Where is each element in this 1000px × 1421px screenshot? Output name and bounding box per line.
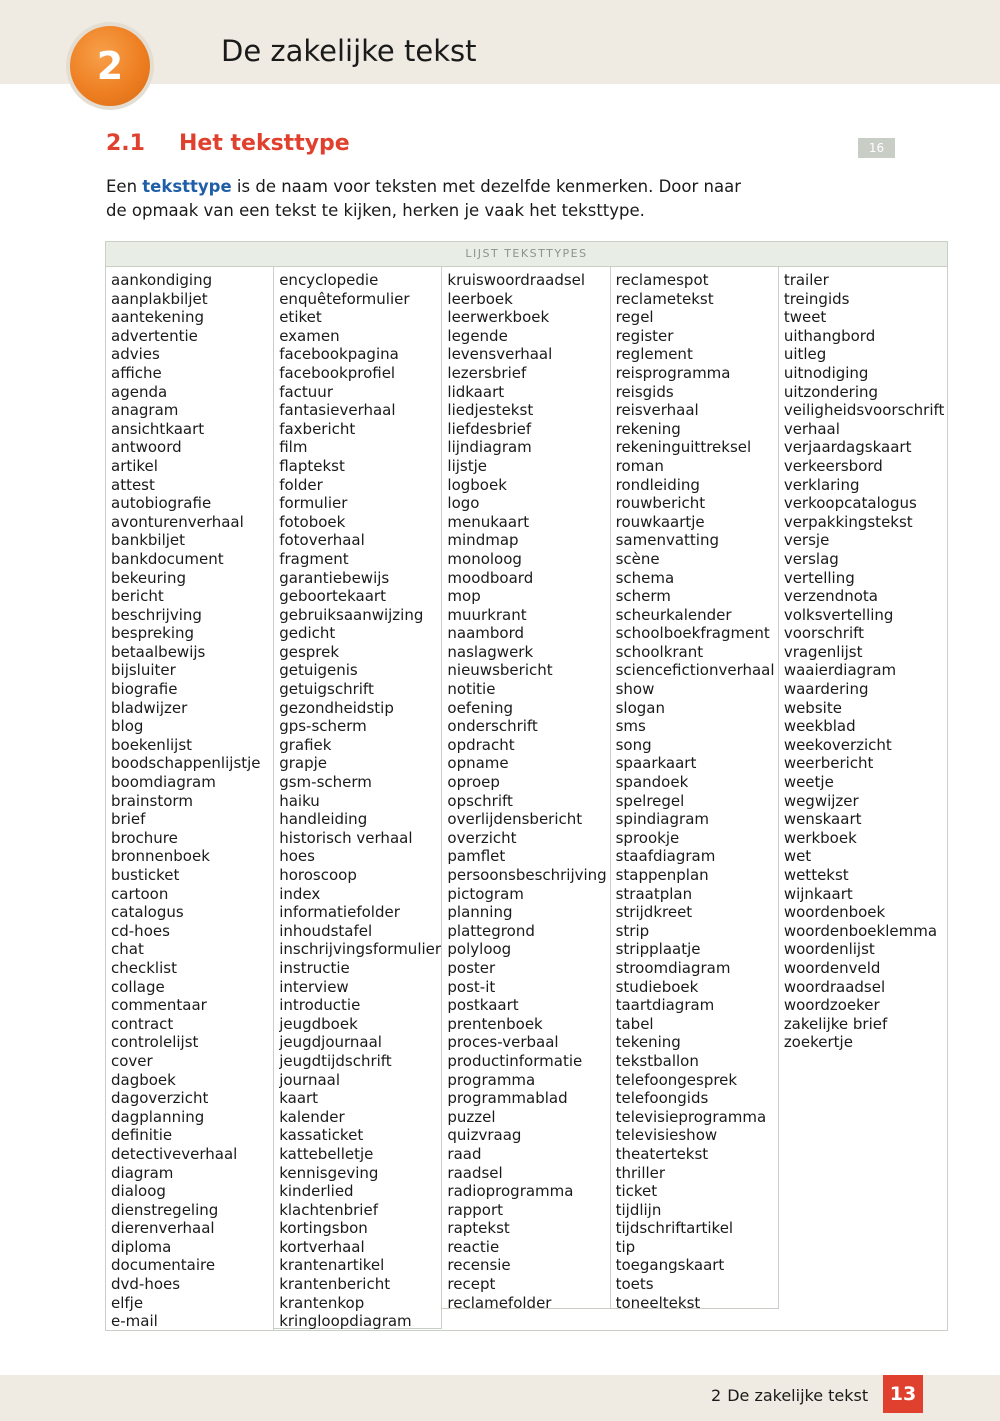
text-type-item: verkoopcatalogus xyxy=(783,494,917,513)
text-type-item: stappenplan xyxy=(615,866,709,884)
text-type-item: opname xyxy=(447,754,509,773)
text-type-item: horoscoop xyxy=(279,866,357,884)
text-type-item: bankdocument xyxy=(111,549,224,568)
list-column-2 xyxy=(274,267,442,1329)
text-type-item: antwoord xyxy=(111,438,182,457)
text-type-item: logboek xyxy=(447,475,507,494)
text-type-item: oproep xyxy=(447,773,500,792)
text-type-item: brainstorm xyxy=(111,791,193,810)
text-type-item: encyclopedie xyxy=(279,271,379,289)
text-type-item: regel xyxy=(615,308,654,327)
text-type-item: film xyxy=(279,438,308,457)
text-type-item: lijndiagram xyxy=(447,438,532,457)
text-type-item: vertelling xyxy=(783,568,855,587)
text-type-item: proces-verbaal xyxy=(447,1033,559,1052)
text-type-item: telefoongids xyxy=(615,1089,709,1108)
text-type-item: documentaire xyxy=(111,1256,216,1275)
text-type-item: song xyxy=(615,735,652,754)
text-type-item: schoolboekfragment xyxy=(615,624,770,643)
text-type-item: getuigenis xyxy=(279,661,358,680)
text-type-item: zakelijke brief xyxy=(783,1014,888,1033)
text-type-item: bekeuring xyxy=(111,568,186,587)
text-type-item: boodschappenlijstje xyxy=(111,754,261,773)
text-type-item: tijdlijn xyxy=(615,1200,662,1219)
text-type-item: spelregel xyxy=(615,791,685,810)
text-type-item: verklaring xyxy=(783,475,860,494)
text-type-item: nieuwsbericht xyxy=(447,661,553,680)
text-type-item: woordenveld xyxy=(783,958,881,977)
list-column-3 xyxy=(442,267,610,1312)
text-type-item: planning xyxy=(447,903,513,922)
text-type-item: telefoongesprek xyxy=(615,1070,738,1089)
text-type-item: jeugdtijdschrift xyxy=(279,1051,392,1070)
text-type-item: beschrijving xyxy=(111,605,202,624)
text-type-item: lezersbrief xyxy=(447,363,527,382)
text-type-item: inschrijvingsformulier xyxy=(279,940,442,959)
text-type-item: pamflet xyxy=(447,847,506,866)
text-type-item: kalender xyxy=(279,1107,345,1126)
text-type-item: tip xyxy=(615,1237,636,1256)
text-type-item: chat xyxy=(111,940,144,959)
intro-text-after: is de naam voor teksten met dezelfde kenmerken. Door naar de opmaak van een tekst te kijken, herken je vaak het teksttype. xyxy=(106,177,741,220)
text-type-item: roman xyxy=(615,456,664,475)
text-type-item: pictogram xyxy=(447,884,524,903)
text-type-item: rekening xyxy=(615,419,681,438)
text-type-item: staafdiagram xyxy=(615,847,716,866)
text-type-item: folder xyxy=(279,475,323,494)
text-type-item: weekoverzicht xyxy=(783,735,892,754)
text-type-item: voorschrift xyxy=(783,624,865,643)
text-type-item: monoloog xyxy=(447,549,522,568)
text-type-item: televisieshow xyxy=(615,1126,718,1145)
text-type-item: elfje xyxy=(111,1293,144,1312)
text-type-item: introductie xyxy=(279,996,361,1015)
text-type-item: levensverhaal xyxy=(447,345,553,364)
text-type-item: reclamefolder xyxy=(447,1293,552,1312)
text-type-item: betaalbewijs xyxy=(111,642,206,661)
text-type-item: mop xyxy=(447,587,481,606)
text-type-item: verkeersbord xyxy=(783,456,883,475)
text-type-item: zoekertje xyxy=(783,1033,853,1052)
text-type-item: rouwbericht xyxy=(615,494,706,513)
text-type-item: gebruiksaanwijzing xyxy=(279,605,424,624)
text-type-item: lijstje xyxy=(447,456,488,475)
text-type-item: aanplakbiljet xyxy=(111,289,208,308)
text-type-item: onderschrift xyxy=(447,717,538,736)
list-title: LIJST TEKSTTYPES xyxy=(106,242,947,267)
text-type-item: bespreking xyxy=(111,624,195,643)
text-type-item: uitleg xyxy=(783,345,827,364)
text-type-item: verhaal xyxy=(783,419,840,438)
text-type-item: index xyxy=(279,884,321,903)
page-number: 13 xyxy=(883,1375,923,1413)
text-type-item: naslagwerk xyxy=(447,642,534,661)
text-type-item: raad xyxy=(447,1144,482,1163)
text-type-item: verzendnota xyxy=(783,587,878,606)
text-type-item: quizvraag xyxy=(447,1126,522,1145)
text-type-item: dagoverzicht xyxy=(111,1089,209,1108)
text-type-item: kinderlied xyxy=(279,1182,354,1201)
text-type-item: liedjestekst xyxy=(447,401,534,420)
text-type-item: bankbiljet xyxy=(111,531,186,550)
text-types-list xyxy=(105,241,948,1331)
text-type-item: toegangskaart xyxy=(615,1256,725,1275)
text-type-item: strip xyxy=(615,921,650,940)
text-type-item: interview xyxy=(279,977,349,996)
footer-chapter xyxy=(711,1386,868,1405)
text-type-item: haiku xyxy=(279,791,320,810)
text-type-item: detectiveverhaal xyxy=(111,1144,238,1163)
text-type-item: garantiebewijs xyxy=(279,568,390,587)
text-type-item: journaal xyxy=(279,1070,341,1089)
text-type-item: krantenartikel xyxy=(279,1256,385,1275)
text-type-item: spaarkaart xyxy=(615,754,697,773)
text-type-item: menukaart xyxy=(447,512,530,531)
text-type-item: uithangbord xyxy=(783,326,876,345)
text-type-item: woordraadsel xyxy=(783,977,886,996)
text-type-item: klachtenbrief xyxy=(279,1200,378,1219)
text-type-item: woordzoeker xyxy=(783,996,880,1015)
intro-text-before: Een xyxy=(106,177,143,196)
text-type-item: kortingsbon xyxy=(279,1219,368,1238)
text-type-item: kruiswoordraadsel xyxy=(447,271,586,289)
text-type-item: dvd-hoes xyxy=(111,1275,181,1294)
text-type-item: enquêteformulier xyxy=(279,289,410,308)
text-type-item: uitzondering xyxy=(783,382,879,401)
text-type-item: werkboek xyxy=(783,828,857,847)
text-type-item: spindiagram xyxy=(615,810,709,829)
text-type-item: geboortekaart xyxy=(279,587,386,606)
text-type-item: kennisgeving xyxy=(279,1163,379,1182)
text-type-item: boekenlijst xyxy=(111,735,193,754)
text-type-item: persoonsbeschrijving xyxy=(447,866,607,884)
text-type-item: opschrift xyxy=(447,791,513,810)
text-type-item: flaptekst xyxy=(279,456,345,475)
text-type-item: reactie xyxy=(447,1237,500,1256)
text-type-item: rapport xyxy=(447,1200,504,1219)
text-type-item: rekeninguittreksel xyxy=(615,438,752,457)
text-type-item: plattegrond xyxy=(447,921,535,940)
text-type-item: historisch verhaal xyxy=(279,828,413,847)
text-type-item: diagram xyxy=(111,1163,174,1182)
text-type-item: gsm-scherm xyxy=(279,773,372,792)
text-type-item: volksvertelling xyxy=(783,605,894,624)
text-type-item: dagboek xyxy=(111,1070,176,1089)
text-type-item: taartdiagram xyxy=(615,996,715,1015)
text-type-item: stripplaatje xyxy=(615,940,701,959)
text-type-item: polyloog xyxy=(447,940,512,959)
text-type-item: checklist xyxy=(111,958,177,977)
text-type-item: kattebelletje xyxy=(279,1144,374,1163)
text-type-item: mindmap xyxy=(447,531,519,550)
footer-chapter-title: De zakelijke tekst xyxy=(727,1386,869,1405)
text-type-item: overzicht xyxy=(447,828,517,847)
text-type-item: logo xyxy=(447,494,480,513)
text-type-item: gedicht xyxy=(279,624,336,643)
text-type-item: show xyxy=(615,680,655,699)
text-type-item: woordenlijst xyxy=(783,940,875,959)
text-type-item: verpakkingstekst xyxy=(783,512,913,531)
text-type-item: jeugdboek xyxy=(279,1014,358,1033)
text-type-item: lidkaart xyxy=(447,382,505,401)
text-type-item: fantasieverhaal xyxy=(279,401,396,420)
text-type-item: weetje xyxy=(783,773,834,792)
text-type-item: dienstregeling xyxy=(111,1200,219,1219)
text-type-item: tweet xyxy=(783,308,827,327)
text-type-item: grapje xyxy=(279,754,328,773)
text-type-item: agenda xyxy=(111,382,168,401)
text-type-item: programmablad xyxy=(447,1089,568,1108)
text-type-item: handleiding xyxy=(279,810,368,829)
text-type-item: postkaart xyxy=(447,996,519,1015)
text-type-item: versje xyxy=(783,531,830,550)
text-type-item: toneeltekst xyxy=(615,1293,701,1312)
text-type-item: diploma xyxy=(111,1237,172,1256)
text-type-item: website xyxy=(783,698,842,717)
section-heading xyxy=(106,131,350,156)
text-type-item: verslag xyxy=(783,549,839,568)
chapter-title: De zakelijke tekst xyxy=(221,34,477,68)
intro-paragraph xyxy=(106,175,746,223)
text-type-item: schema xyxy=(615,568,675,587)
text-type-item: tijdschriftartikel xyxy=(615,1219,734,1238)
text-type-item: kringloopdiagram xyxy=(279,1312,412,1331)
text-type-item: etiket xyxy=(279,308,322,327)
text-type-item: getuigschrift xyxy=(279,680,374,699)
text-type-item: aankondiging xyxy=(111,271,213,289)
text-type-item: uitnodiging xyxy=(783,363,869,382)
text-type-item: muurkrant xyxy=(447,605,527,624)
text-type-item: informatiefolder xyxy=(279,903,400,922)
intro-term: teksttype xyxy=(142,177,232,196)
text-type-item: krantenkop xyxy=(279,1293,365,1312)
list-column-4 xyxy=(611,267,779,1312)
section-title: Het teksttype xyxy=(179,131,350,156)
text-type-item: attest xyxy=(111,475,155,494)
text-type-item: notitie xyxy=(447,680,496,699)
text-type-item: cd-hoes xyxy=(111,921,170,940)
text-type-item: controlelijst xyxy=(111,1033,199,1052)
text-type-item: faxbericht xyxy=(279,419,356,438)
text-type-item: veiligheidsvoorschrift xyxy=(783,401,945,420)
text-type-item: puzzel xyxy=(447,1107,496,1126)
text-type-item: strijdkreet xyxy=(615,903,693,922)
text-type-item: factuur xyxy=(279,382,333,401)
text-type-item: trailer xyxy=(783,271,829,289)
text-type-item: wet xyxy=(783,847,812,866)
text-type-item: bronnenboek xyxy=(111,847,210,866)
text-type-item: register xyxy=(615,326,674,345)
text-type-item: weerbericht xyxy=(783,754,874,773)
text-type-item: prentenboek xyxy=(447,1014,543,1033)
text-type-item: liefdesbrief xyxy=(447,419,532,438)
text-type-item: reclamespot xyxy=(615,271,709,289)
text-type-item: rondleiding xyxy=(615,475,700,494)
text-type-item: tekstballon xyxy=(615,1051,699,1070)
footer-chapter-number: 2 xyxy=(711,1386,722,1405)
text-type-item: thriller xyxy=(615,1163,666,1182)
list-column-5 xyxy=(779,267,947,1331)
text-type-item: dagplanning xyxy=(111,1107,205,1126)
page-reference-badge: 16 xyxy=(858,138,895,158)
text-type-item: bladwijzer xyxy=(111,698,188,717)
text-type-item: ticket xyxy=(615,1182,658,1201)
text-type-item: instructie xyxy=(279,958,350,977)
text-type-item: verjaardagskaart xyxy=(783,438,912,457)
text-type-item: bijsluiter xyxy=(111,661,176,680)
text-type-item: scheurkalender xyxy=(615,605,732,624)
list-column-1 xyxy=(106,267,274,1331)
text-type-item: commentaar xyxy=(111,996,207,1015)
text-type-item: samenvatting xyxy=(615,531,719,550)
text-type-item: reisgids xyxy=(615,382,674,401)
text-type-item: wettekst xyxy=(783,866,849,884)
text-type-item: reglement xyxy=(615,345,693,364)
text-type-item: kortverhaal xyxy=(279,1237,365,1256)
text-type-item: sms xyxy=(615,717,646,736)
text-type-item: post-it xyxy=(447,977,496,996)
text-type-item: leerwerkboek xyxy=(447,308,550,327)
text-type-item: ansichtkaart xyxy=(111,419,205,438)
text-type-item: e-mail xyxy=(111,1312,158,1331)
text-type-item: wegwijzer xyxy=(783,791,859,810)
text-type-item: naambord xyxy=(447,624,525,643)
text-type-item: fotoverhaal xyxy=(279,531,365,550)
text-type-item: catalogus xyxy=(111,903,184,922)
text-type-item: recensie xyxy=(447,1256,511,1275)
text-type-item: anagram xyxy=(111,401,179,420)
text-type-item: scherm xyxy=(615,587,671,606)
text-type-item: biografie xyxy=(111,680,178,699)
chapter-number-badge: 2 xyxy=(66,22,154,110)
text-type-item: treingids xyxy=(783,289,850,308)
text-type-item: blog xyxy=(111,717,144,736)
text-type-item: avonturenverhaal xyxy=(111,512,244,531)
text-type-item: spandoek xyxy=(615,773,689,792)
text-type-item: toets xyxy=(615,1275,654,1294)
text-type-item: jeugdjournaal xyxy=(279,1033,382,1052)
text-type-item: woordenboek xyxy=(783,903,886,922)
list-columns xyxy=(106,267,947,1331)
text-type-item: opdracht xyxy=(447,735,515,754)
text-type-item: oefening xyxy=(447,698,514,717)
text-type-item: krantenbericht xyxy=(279,1275,391,1294)
text-type-item: waaierdiagram xyxy=(783,661,897,680)
text-type-item: woordenboeklemma xyxy=(783,921,938,940)
text-type-item: advies xyxy=(111,345,160,364)
text-type-item: cover xyxy=(111,1051,153,1070)
text-type-item: aantekening xyxy=(111,308,205,327)
text-type-item: waardering xyxy=(783,680,869,699)
text-type-item: cartoon xyxy=(111,884,169,903)
text-type-item: slogan xyxy=(615,698,665,717)
text-type-item: straatplan xyxy=(615,884,693,903)
text-type-item: busticket xyxy=(111,866,180,884)
text-type-item: brief xyxy=(111,810,146,829)
text-type-item: autobiografie xyxy=(111,494,212,513)
text-type-item: wenskaart xyxy=(783,810,862,829)
text-type-item: productinformatie xyxy=(447,1051,583,1070)
text-type-item: tabel xyxy=(615,1014,654,1033)
text-type-item: facebookpagina xyxy=(279,345,399,364)
text-type-item: raptekst xyxy=(447,1219,510,1238)
text-type-item: schoolkrant xyxy=(615,642,704,661)
text-type-item: programma xyxy=(447,1070,536,1089)
text-type-item: leerboek xyxy=(447,289,513,308)
text-type-item: brochure xyxy=(111,828,178,847)
text-type-item: artikel xyxy=(111,456,158,475)
section-number: 2.1 xyxy=(106,131,145,156)
text-type-item: moodboard xyxy=(447,568,534,587)
text-type-item: radioprogramma xyxy=(447,1182,574,1201)
text-type-item: stroomdiagram xyxy=(615,958,731,977)
text-type-item: formulier xyxy=(279,494,348,513)
text-type-item: wijnkaart xyxy=(783,884,853,903)
text-type-item: weekblad xyxy=(783,717,856,736)
text-type-item: gezondheidstip xyxy=(279,698,394,717)
text-type-item: gps-scherm xyxy=(279,717,367,736)
text-type-item: dialoog xyxy=(111,1182,166,1201)
text-type-item: sciencefictionverhaal xyxy=(615,661,775,680)
text-type-item: facebookprofiel xyxy=(279,363,396,382)
text-type-item: boomdiagram xyxy=(111,773,216,792)
text-type-item: dierenverhaal xyxy=(111,1219,215,1238)
text-type-item: reisprogramma xyxy=(615,363,731,382)
text-type-item: advertentie xyxy=(111,326,198,345)
text-type-item: studieboek xyxy=(615,977,699,996)
text-type-item: reclametekst xyxy=(615,289,714,308)
text-type-item: tekening xyxy=(615,1033,681,1052)
text-type-item: examen xyxy=(279,326,340,345)
text-type-item: gesprek xyxy=(279,642,340,661)
text-type-item: affiche xyxy=(111,363,162,382)
text-type-item: televisieprogramma xyxy=(615,1107,767,1126)
text-type-item: raadsel xyxy=(447,1163,503,1182)
text-type-item: vragenlijst xyxy=(783,642,863,661)
text-type-item: definitie xyxy=(111,1126,173,1145)
text-type-item: contract xyxy=(111,1014,174,1033)
text-type-item: fotoboek xyxy=(279,512,346,531)
text-type-item: kaart xyxy=(279,1089,319,1108)
text-type-item: scène xyxy=(615,549,660,568)
text-type-item: kassaticket xyxy=(279,1126,364,1145)
text-type-item: inhoudstafel xyxy=(279,921,373,940)
text-type-item: collage xyxy=(111,977,165,996)
text-type-item: legende xyxy=(447,326,508,345)
text-type-item: recept xyxy=(447,1275,496,1294)
text-type-item: grafiek xyxy=(279,735,332,754)
text-type-item: bericht xyxy=(111,587,164,606)
text-type-item: hoes xyxy=(279,847,315,866)
text-type-item: overlijdensbericht xyxy=(447,810,583,829)
text-type-item: theatertekst xyxy=(615,1144,709,1163)
text-type-item: reisverhaal xyxy=(615,401,699,420)
text-type-item: poster xyxy=(447,958,496,977)
text-type-item: fragment xyxy=(279,549,349,568)
text-type-item: sprookje xyxy=(615,828,680,847)
text-type-item: rouwkaartje xyxy=(615,512,705,531)
